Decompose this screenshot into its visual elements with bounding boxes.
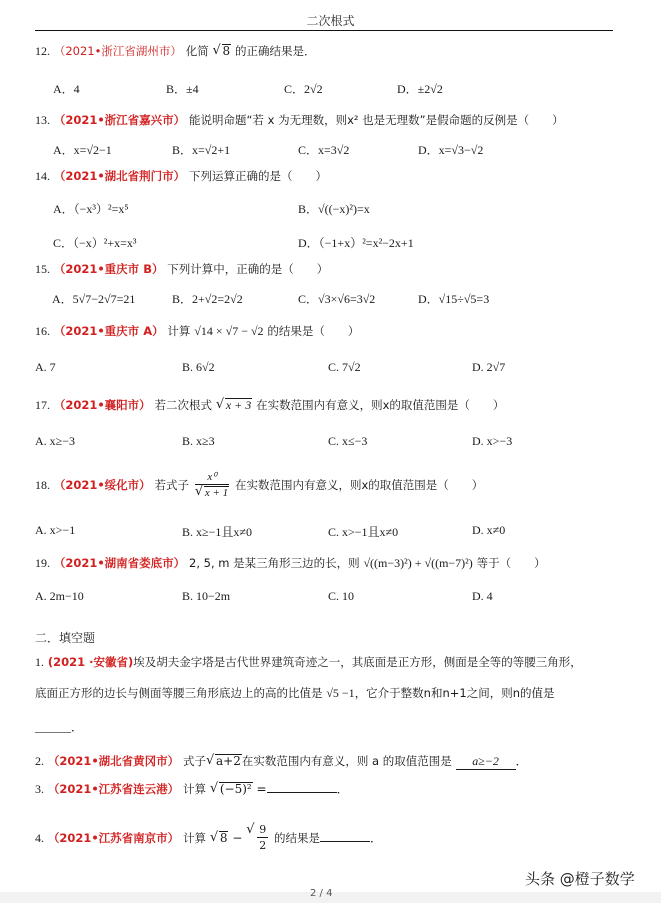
question-source: （2021•湖南省娄底市） xyxy=(53,556,186,570)
watermark: 头条 @橙子数学 xyxy=(525,870,635,888)
question-stem: 式子 xyxy=(183,754,207,768)
option-b: B．√((−x)²)=x xyxy=(298,202,370,216)
question-19 xyxy=(35,555,546,571)
option-a: A. x≥−3 xyxy=(35,434,76,448)
question-source: （2021•湖北省荆门市） xyxy=(53,169,186,183)
question-stem: 计算 xyxy=(183,782,207,796)
option-a: A. 7 xyxy=(35,360,56,374)
period: ． xyxy=(336,782,349,796)
option-a: A. 2m−10 xyxy=(35,589,84,603)
option-b: B．±4 xyxy=(166,82,199,96)
question-stem: 底面正方形的边长与侧面等腰三角形底边上的高的比值是 xyxy=(35,686,323,700)
question-number: 2. xyxy=(35,754,44,768)
option-d: D．±2√2 xyxy=(397,82,443,96)
question-stem-end: 的结果是 xyxy=(274,831,321,845)
option-b: B. x≥−1且x≠0 xyxy=(182,525,252,539)
section-heading: 二．填空题 xyxy=(35,631,96,645)
fill-question-1-line2 xyxy=(35,685,555,701)
option-a: A．4 xyxy=(53,82,80,96)
question-18 xyxy=(35,470,483,501)
period: ． xyxy=(370,831,383,845)
question-12 xyxy=(35,43,316,59)
question-number: 13. xyxy=(35,113,50,127)
option-c: C．2√2 xyxy=(284,82,323,96)
question-number: 12. xyxy=(35,44,50,58)
question-stem: 化简 xyxy=(185,44,209,58)
question-number: 18. xyxy=(35,478,50,492)
question-number: 17. xyxy=(35,398,50,412)
math-expression: √((m−3)²) + √((m−7)²) xyxy=(363,556,473,570)
option-c: C．√3×√6=3√2 xyxy=(298,292,376,306)
fill-question-4 xyxy=(35,823,382,854)
question-stem: 计算 xyxy=(183,831,207,845)
question-stem: 若二次根式 xyxy=(154,398,213,412)
question-stem-end: 的正确结果是． xyxy=(235,44,316,58)
question-15 xyxy=(35,261,328,277)
option-b: B．2+√2=2√2 xyxy=(172,292,243,306)
minus-sign: − xyxy=(232,831,243,845)
sqrt-expression: √ a+2 xyxy=(206,754,242,768)
question-source: （2021•浙江省嘉兴市） xyxy=(53,113,186,127)
option-a: A．x=√2−1 xyxy=(53,143,112,157)
sqrt-expression: √ x + 3 xyxy=(216,398,252,412)
fill-question-2 xyxy=(35,752,528,770)
math-expression: √14 × √7 − √2 xyxy=(194,324,264,338)
fill-question-3 xyxy=(35,780,349,797)
option-c: C. x≤−3 xyxy=(328,434,368,448)
option-c: C. 10 xyxy=(328,589,355,603)
question-number: 4. xyxy=(35,831,44,845)
question-source: （2021•江苏省连云港） xyxy=(47,782,180,796)
period: ． xyxy=(515,754,528,768)
option-c: C. x>−1且x≠0 xyxy=(328,525,399,539)
question-stem-end: ，它介于整数n和n+1之间，则n的值是 xyxy=(354,686,555,700)
question-source: (2021 ·安徽省) xyxy=(47,655,134,669)
page-title: 二次根式 xyxy=(306,14,355,28)
option-d: D. 2√7 xyxy=(472,360,506,374)
question-stem-end: 的结果是（ ） xyxy=(267,324,360,338)
header-divider xyxy=(35,30,613,31)
question-stem: 下列计算中，正确的是（ ） xyxy=(167,262,329,276)
option-a: A．（−x³）²=x⁵ xyxy=(53,202,129,216)
question-source: （2021•江苏省南京市） xyxy=(47,831,180,845)
option-c: C. 7√2 xyxy=(328,360,361,374)
option-a: A. x>−1 xyxy=(35,523,76,537)
question-stem: 若式子 xyxy=(154,478,190,492)
answer-blank xyxy=(267,792,337,793)
question-14 xyxy=(35,168,327,184)
answer-blank: ______． xyxy=(35,720,84,734)
option-d: D. x≠0 xyxy=(472,523,506,537)
fraction-expression: x⁰ √ x + 1 xyxy=(195,470,229,501)
question-13 xyxy=(35,112,564,128)
question-source: （2021•襄阳市） xyxy=(53,398,151,412)
option-d: D. x>−3 xyxy=(472,434,513,448)
question-stem: 2, 5, m 是某三角形三边的长，则 xyxy=(189,556,360,570)
option-b: B. 10−2m xyxy=(182,589,231,603)
question-stem: 能说明命题“若 x 为无理数，则x² 也是无理数”是假命题的反例是（ ） xyxy=(189,113,564,127)
sqrt-fraction: √ $\frac{9}{2}$ xyxy=(246,823,270,854)
option-c: C．x=3√2 xyxy=(298,143,350,157)
question-number: 1. xyxy=(35,655,44,669)
option-b: B. 6√2 xyxy=(182,360,215,374)
sqrt-expression: √ (−5)² xyxy=(210,782,253,796)
question-number: 14. xyxy=(35,169,50,183)
question-number: 19. xyxy=(35,556,50,570)
question-number: 3. xyxy=(35,782,44,796)
fill-question-1 xyxy=(35,654,582,670)
option-d: D. 4 xyxy=(472,589,493,603)
question-stem-end: 在实数范围内有意义，则x的取值范围是（ ） xyxy=(234,478,484,492)
page-number: 2 / 4 xyxy=(310,888,333,899)
option-d: D．（−1+x）²=x²−2x+1 xyxy=(298,236,414,250)
question-number: 15. xyxy=(35,262,50,276)
sqrt-expression: √ 8 xyxy=(210,831,229,845)
option-d: D．x=√3−√2 xyxy=(418,143,484,157)
question-16 xyxy=(35,323,359,339)
question-source: （2021•重庆市 B） xyxy=(53,262,164,276)
question-stem-end: 等于（ ） xyxy=(476,556,546,570)
question-source: （2021•重庆市 A） xyxy=(53,324,164,338)
option-b: B．x=√2+1 xyxy=(172,143,231,157)
question-stem: 计算 xyxy=(167,324,191,338)
answer-blank xyxy=(320,841,370,842)
answer-blank: a≥−2 xyxy=(456,754,516,770)
option-c: C．（−x）²+x=x³ xyxy=(53,236,137,250)
equals-sign: = xyxy=(256,782,267,796)
option-d: D．√15÷√5=3 xyxy=(418,292,490,306)
question-number: 16. xyxy=(35,324,50,338)
option-b: B. x≥3 xyxy=(182,434,215,448)
question-17 xyxy=(35,397,504,413)
question-source: （2021•绥化市） xyxy=(53,478,151,492)
question-stem-end: 在实数范围内有意义，则x的取值范围是（ ） xyxy=(256,398,505,412)
question-source: （2021•湖北省黄冈市） xyxy=(47,754,180,768)
sqrt-expression: √ 8 xyxy=(213,44,232,58)
question-source: （2021•浙江省湖州市） xyxy=(53,44,182,58)
question-stem: 下列运算正确的是（ ） xyxy=(189,169,328,183)
option-a: A．5√7−2√7=21 xyxy=(52,292,136,306)
question-stem: 埃及胡夫金字塔是古代世界建筑奇迹之一，其底面是正方形，侧面是全等的等腰三角形， xyxy=(133,655,582,669)
math-expression: √5 −1 xyxy=(326,686,355,700)
question-stem-end: 在实数范围内有意义，则 a 的取值范围是 xyxy=(241,754,452,768)
